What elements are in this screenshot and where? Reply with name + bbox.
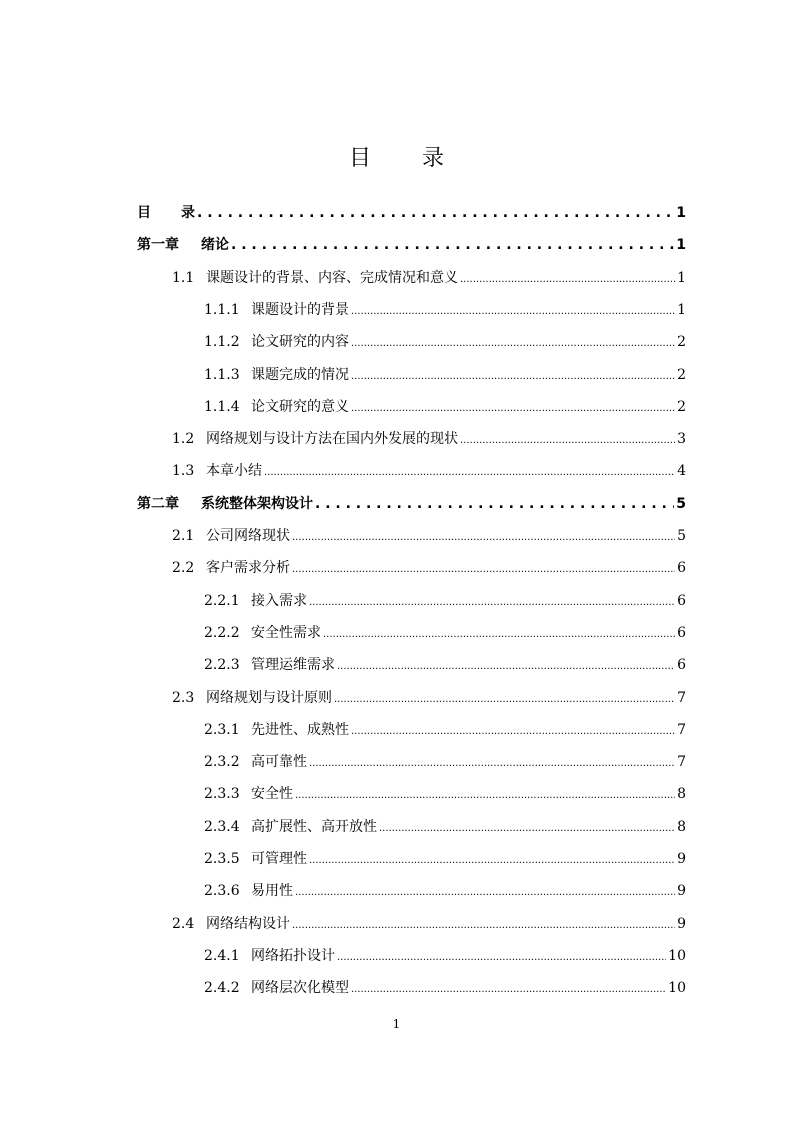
toc-dot-leader xyxy=(309,752,675,774)
toc-dot-leader xyxy=(292,914,675,936)
toc-dot-leader xyxy=(351,978,666,1000)
toc-entry-label: 网络规划与设计方法在国内外发展的现状 xyxy=(206,431,458,448)
toc-entry-label: 可管理性 xyxy=(251,851,307,867)
toc-entry-page: 10 xyxy=(668,947,686,964)
toc-dot-leader xyxy=(334,688,675,710)
toc-entry-number: 1.3 xyxy=(172,463,195,480)
toc-section-entry[interactable] xyxy=(172,268,686,288)
toc-entry-page: 10 xyxy=(668,980,686,997)
toc-entry-label: 客户需求分析 xyxy=(206,560,290,577)
toc-entry-number: 1.1 xyxy=(172,269,195,286)
toc-dot-leader xyxy=(292,526,675,548)
toc-entry-number: 1.1.4 xyxy=(204,398,240,415)
toc-entry-label: 网络拓扑设计 xyxy=(251,947,335,964)
toc-section-entry[interactable] xyxy=(172,688,686,708)
toc-entry-number: 2.1 xyxy=(172,528,195,544)
toc-dot-leader xyxy=(351,300,675,322)
toc-entry-label: 接入需求 xyxy=(251,592,307,609)
toc-section-entry[interactable] xyxy=(172,429,686,449)
toc-entry-page: 1 xyxy=(676,237,686,254)
toc-entry-page: 7 xyxy=(677,689,686,706)
toc-chapter-entry[interactable] xyxy=(137,235,686,255)
toc-chapter-entry[interactable] xyxy=(137,494,686,514)
toc-entry-number: 2.2.3 xyxy=(204,657,240,674)
toc-entry-label: 公司网络现状 xyxy=(206,528,290,544)
toc-entry-page: 7 xyxy=(677,721,686,738)
toc-dot-leader xyxy=(460,268,675,290)
toc-entry-page: 2 xyxy=(677,366,686,383)
toc-subsection-entry[interactable] xyxy=(204,300,686,320)
toc-entry-number: 1.1.3 xyxy=(204,366,240,383)
toc-dot-leader xyxy=(231,235,674,255)
toc-entry-page: 3 xyxy=(677,431,686,448)
toc-entry-page: 9 xyxy=(677,883,686,900)
toc-entry-page: 9 xyxy=(677,851,686,867)
toc-subsection-entry[interactable] xyxy=(204,784,686,804)
toc-subsection-entry[interactable] xyxy=(204,752,686,772)
toc-entry-number: 2.3.4 xyxy=(204,818,240,835)
toc-dot-leader xyxy=(379,817,675,839)
toc-entry-page: 1 xyxy=(677,301,686,318)
toc-dot-leader xyxy=(292,558,675,580)
toc-entry-label: 网络层次化模型 xyxy=(251,980,349,997)
toc-entry-label: 安全性需求 xyxy=(251,624,321,641)
toc-entry-page: 4 xyxy=(677,463,686,480)
toc-entry-number: 2.2 xyxy=(172,560,195,577)
toc-entry-number: 2.2.2 xyxy=(204,624,240,641)
toc-subsection-entry[interactable] xyxy=(204,591,686,611)
toc-dot-leader xyxy=(309,591,675,613)
toc-entry-number: 目 xyxy=(137,205,151,221)
toc-dot-leader xyxy=(337,655,675,677)
toc-dot-leader xyxy=(351,332,675,354)
toc-entry-number: 2.3.5 xyxy=(204,851,240,867)
toc-entry-page: 8 xyxy=(677,818,686,835)
toc-entry-label: 论文研究的意义 xyxy=(251,398,349,415)
toc-entry-label: 安全性 xyxy=(251,786,293,803)
toc-entry-label: 网络规划与设计原则 xyxy=(206,689,332,706)
toc-entry-page: 1 xyxy=(676,205,686,221)
toc-entry-number: 2.3.3 xyxy=(204,786,240,803)
toc-subsection-entry[interactable] xyxy=(204,720,686,740)
toc-entry-label: 课题完成的情况 xyxy=(251,366,349,383)
toc-entry-number: 2.2.1 xyxy=(204,592,240,609)
toc-dot-leader xyxy=(351,720,675,742)
toc-entry-label: 高可靠性 xyxy=(251,754,307,771)
toc-entry-number: 1.1.1 xyxy=(204,301,240,318)
toc-subsection-entry[interactable] xyxy=(204,946,686,966)
toc-entry-number: 第二章 xyxy=(137,495,179,512)
toc-entry-page: 2 xyxy=(677,334,686,351)
toc-entry-page: 2 xyxy=(677,398,686,415)
toc-entry-label: 先进性、成熟性 xyxy=(251,721,349,738)
toc-entry-number: 2.4.1 xyxy=(204,947,240,964)
toc-subsection-entry[interactable] xyxy=(204,978,686,998)
toc-entry-number: 2.3.2 xyxy=(204,754,240,771)
toc-entry-page: 5 xyxy=(676,495,686,512)
toc-subsection-entry[interactable] xyxy=(204,817,686,837)
toc-entry-page: 5 xyxy=(677,528,686,544)
toc-dot-leader xyxy=(351,365,675,387)
toc-entry-number: 第一章 xyxy=(137,237,179,254)
toc-entry-page: 8 xyxy=(677,786,686,803)
toc-dot-leader xyxy=(351,397,675,419)
toc-section-entry[interactable] xyxy=(172,526,686,546)
toc-dot-leader xyxy=(337,946,666,968)
toc-entry-label: 高扩展性、高开放性 xyxy=(251,818,377,835)
toc-entry-number: 2.4 xyxy=(172,915,195,932)
toc-subsection-entry[interactable] xyxy=(204,849,686,869)
toc-dot-leader xyxy=(315,494,674,514)
toc-dot-leader xyxy=(264,461,675,483)
toc-dot-leader xyxy=(460,429,675,451)
toc-entry-page: 6 xyxy=(677,592,686,609)
toc-entry-label: 管理运维需求 xyxy=(251,657,335,674)
toc-section-entry[interactable] xyxy=(172,558,686,578)
toc-entry-label: 论文研究的内容 xyxy=(251,334,349,351)
toc-entry-label: 绪论 xyxy=(201,237,229,254)
toc-entry-label: 系统整体架构设计 xyxy=(201,495,313,512)
toc-section-entry[interactable] xyxy=(172,914,686,934)
toc-entry-number: 2.4.2 xyxy=(204,980,240,997)
toc-subsection-entry[interactable] xyxy=(204,655,686,675)
toc-entry-label: 课题设计的背景、内容、完成情况和意义 xyxy=(206,269,458,286)
toc-subsection-entry[interactable] xyxy=(204,623,686,643)
toc-subsection-entry[interactable] xyxy=(204,365,686,385)
page-number: 1 xyxy=(392,1017,401,1031)
toc-entry-page: 7 xyxy=(677,754,686,771)
toc-entry-page: 1 xyxy=(677,269,686,286)
toc-dot-leader xyxy=(323,623,675,645)
toc-subsection-entry[interactable] xyxy=(204,332,686,352)
toc-subsection-entry[interactable] xyxy=(204,881,686,901)
toc-entry-label: 录 xyxy=(181,205,195,221)
toc-dot-leader xyxy=(197,203,674,223)
toc-entry-number: 1.2 xyxy=(172,431,195,448)
toc-entry-number: 2.3 xyxy=(172,689,195,706)
toc-dot-leader xyxy=(309,849,675,871)
toc-entry-label: 易用性 xyxy=(251,883,293,900)
toc-entry-label: 网络结构设计 xyxy=(206,915,290,932)
toc-section-entry[interactable] xyxy=(172,461,686,481)
toc-dot-leader xyxy=(295,881,675,903)
toc-entry-page: 6 xyxy=(677,560,686,577)
toc-entry-number: 1.1.2 xyxy=(204,334,240,351)
toc-entry-page: 6 xyxy=(677,624,686,641)
toc-title: 目 录 xyxy=(349,146,466,171)
toc-dot-leader xyxy=(295,784,675,806)
toc-entry-number: 2.3.1 xyxy=(204,721,240,738)
toc-subsection-entry[interactable] xyxy=(204,397,686,417)
toc-entry-number: 2.3.6 xyxy=(204,883,240,900)
toc-entry-label: 本章小结 xyxy=(206,463,262,480)
toc-chapter-entry[interactable] xyxy=(137,203,686,223)
toc-entry-page: 6 xyxy=(677,657,686,674)
toc-entry-page: 9 xyxy=(677,915,686,932)
toc-entry-label: 课题设计的背景 xyxy=(251,301,349,318)
